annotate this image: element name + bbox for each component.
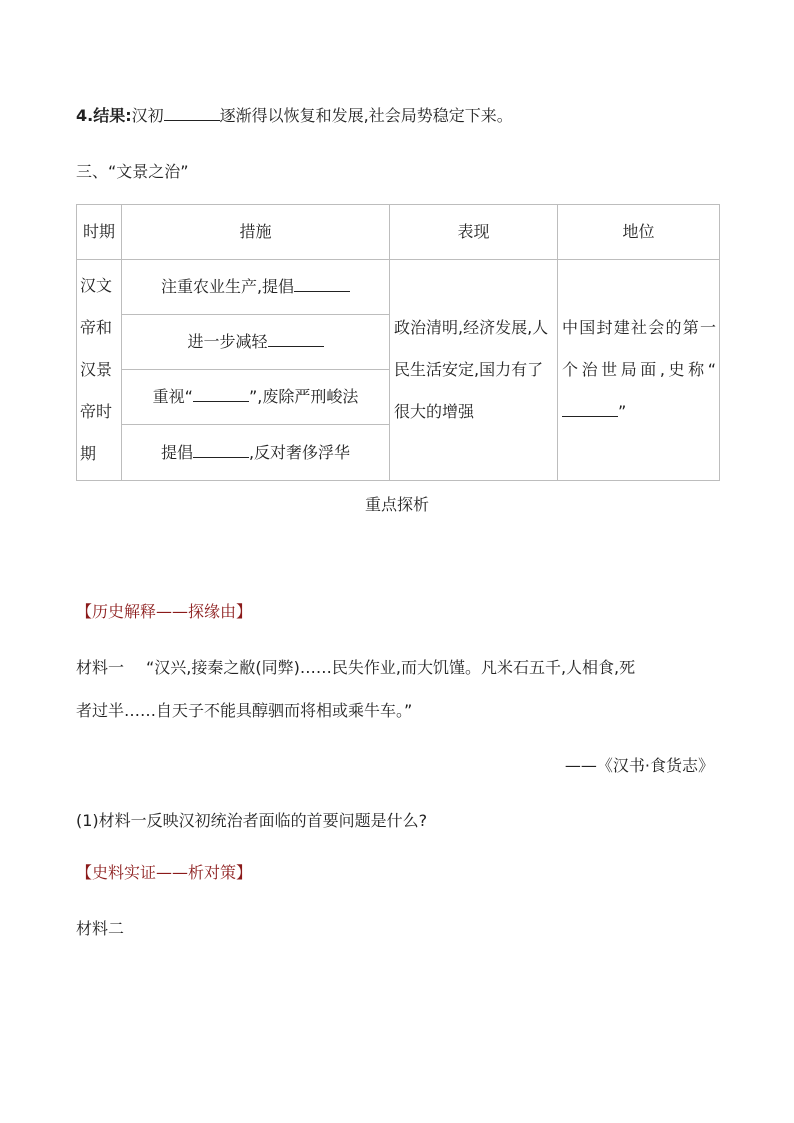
- answer-blank[interactable]: [294, 275, 350, 292]
- measure-text-after: ,反对奢侈浮华: [248, 442, 351, 462]
- measure-cell: [122, 425, 390, 481]
- status-text: [562, 307, 716, 433]
- result-line: [76, 104, 513, 128]
- result-before: 汉初: [131, 106, 164, 125]
- answer-blank[interactable]: [268, 330, 324, 347]
- result-after: 逐渐得以恢复和发展,社会局势稳定下来。: [219, 106, 513, 125]
- header-period: 时期: [77, 205, 122, 260]
- section-title: 三、“文景之治”: [76, 162, 189, 181]
- question-1: (1)材料一反映汉初统治者面临的首要问题是什么?: [76, 811, 428, 830]
- wenjing-table: [76, 204, 720, 481]
- material1-quote: “汉兴,接秦之敝(同弊)……民失作业,而大饥馑。凡米石五千,人相食,死: [146, 658, 636, 677]
- result-label: 4.结果:: [76, 106, 132, 125]
- period-text: 汉文帝和汉景帝时期: [80, 276, 113, 463]
- status-after: ”: [618, 402, 627, 421]
- section-heading-evidence: 【史料实证——析对策】: [76, 863, 253, 882]
- material1-label: 材料一: [76, 658, 125, 677]
- status-before: 中国封建社会的第一个治世局面,史称“: [562, 318, 716, 379]
- answer-blank[interactable]: [562, 400, 618, 417]
- material2-label: 材料二: [76, 919, 125, 938]
- measure-cell: [122, 370, 390, 425]
- answer-blank[interactable]: [193, 441, 249, 458]
- measure-text: 重视“: [152, 387, 193, 406]
- measure-cell: [122, 260, 390, 315]
- header-measures: 措施: [122, 205, 390, 260]
- measure-text-after: ”,废除严刑峻法: [248, 387, 359, 406]
- answer-blank[interactable]: [193, 385, 249, 402]
- measure-text: 注重农业生产,提倡: [160, 277, 295, 296]
- measure-cell: [122, 315, 390, 370]
- analysis-title: 重点探析: [364, 495, 429, 514]
- measure-text: 进一步减轻: [187, 332, 268, 351]
- section-heading-history: 【历史解释——探缘由】: [76, 602, 253, 621]
- header-status: 地位: [558, 205, 720, 260]
- performance-text: 政治清明,经济发展,人民生活安定,国力有了很大的增强: [394, 318, 549, 421]
- measure-text: 提倡: [160, 442, 193, 462]
- answer-blank[interactable]: [164, 104, 220, 121]
- material1-line2: 者过半……自天子不能具醇驷而将相或乘牛车。”: [76, 701, 413, 720]
- material1-source: ——《汉书·食货志》: [564, 756, 714, 775]
- status-cell: [558, 260, 720, 481]
- period-cell: [77, 260, 122, 481]
- performance-cell: [390, 260, 558, 481]
- material1-line1: [76, 656, 635, 680]
- header-performance: 表现: [390, 205, 558, 260]
